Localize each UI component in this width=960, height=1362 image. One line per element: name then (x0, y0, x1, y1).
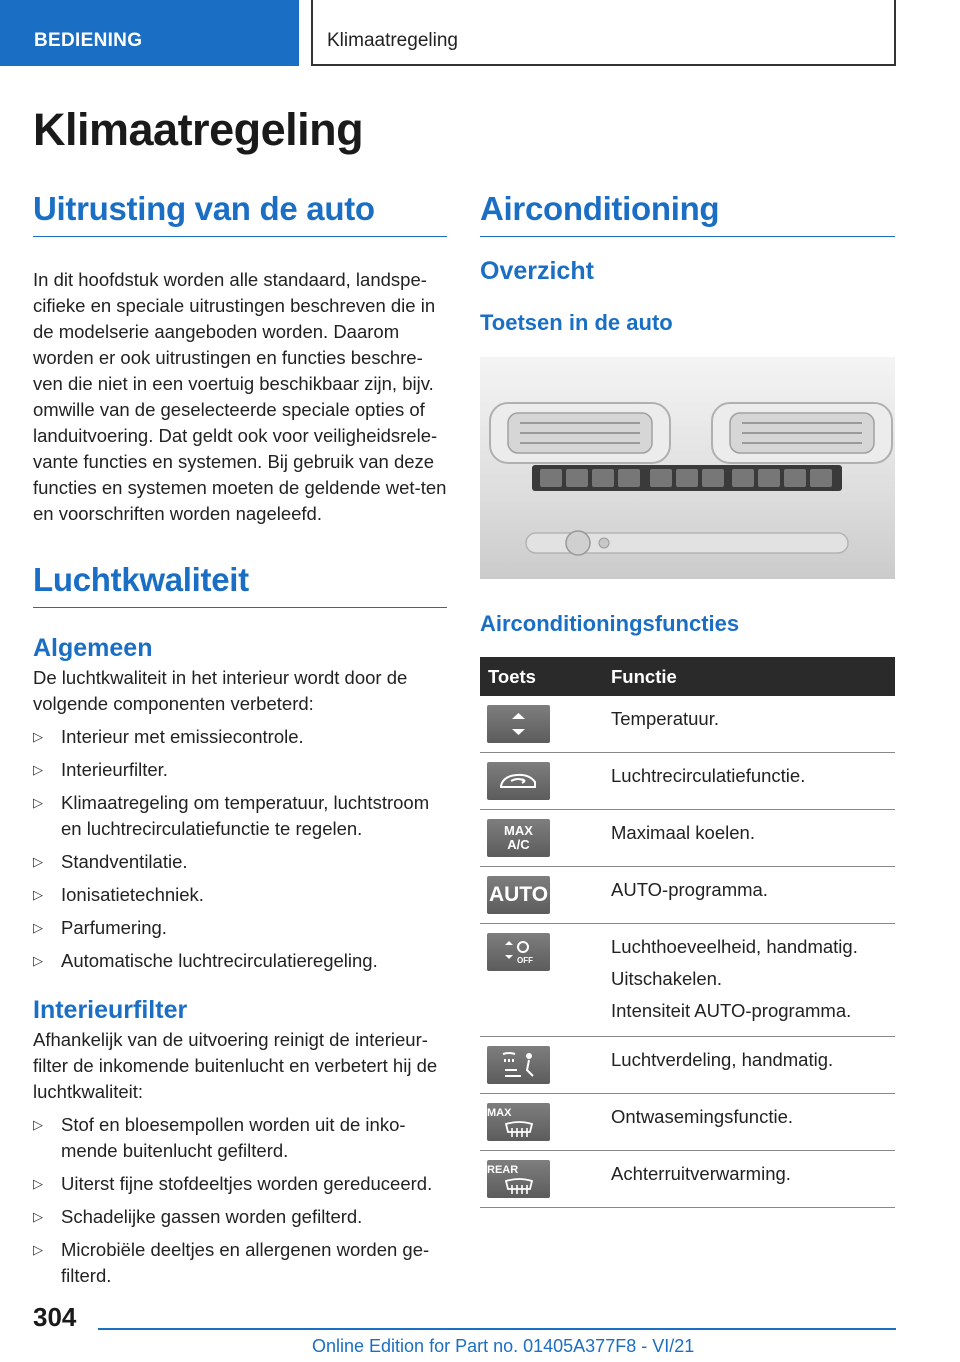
list-item-text: Automatische luchtrecirculatieregeling. (61, 950, 378, 971)
climate-panel-illustration (480, 357, 895, 579)
list-item (33, 724, 447, 750)
key-label: MAX A/C (504, 823, 533, 852)
air-distribution-icon (487, 1046, 550, 1084)
general-heading: Algemeen (33, 634, 153, 662)
table-row (480, 696, 895, 753)
key-cell (480, 1094, 611, 1151)
list-item (33, 1171, 447, 1197)
function-text: Ontwasemingsfunctie. (611, 1106, 794, 1127)
airconditioning-heading: Airconditioning (480, 190, 895, 237)
bullet-triangle-icon: ▷ (33, 1176, 43, 1191)
bullet-triangle-icon: ▷ (33, 795, 43, 810)
function-cell (611, 696, 895, 753)
chapter-tab[interactable]: Klimaatregeling (311, 0, 896, 66)
window-heating-icon (502, 1176, 536, 1202)
svg-text:OFF: OFF (517, 956, 533, 965)
list-item-text: Uiterst fijne stofdeeltjes worden gereduceerd. (61, 1173, 433, 1194)
list-item (33, 757, 447, 783)
window-heating-icon (502, 1119, 536, 1145)
bullet-triangle-icon: ▷ (33, 887, 43, 902)
function-cell (611, 1094, 895, 1151)
bullet-triangle-icon: ▷ (33, 920, 43, 935)
table-row (480, 753, 895, 810)
list-item-text: Stof en bloesempollen worden uit de inko-mende buitenlucht gefilterd. (61, 1114, 406, 1161)
functions-table (480, 657, 895, 1208)
right-column (480, 190, 895, 1208)
list-item-text: Parfumering. (61, 917, 167, 938)
table-row (480, 1151, 895, 1208)
climate-panel-photo (480, 357, 895, 579)
components-list (33, 724, 447, 974)
list-item (33, 948, 447, 974)
function-text: Intensiteit AUTO-programma. (611, 1000, 852, 1021)
function-text: Uitschakelen. (611, 968, 723, 989)
table-row (480, 867, 895, 924)
list-item (33, 915, 447, 941)
function-text: AUTO-programma. (611, 879, 768, 900)
key-cell (480, 867, 611, 924)
table-row (480, 810, 895, 867)
function-cell (611, 867, 895, 924)
footer-rule (98, 1328, 896, 1330)
list-item (33, 1237, 447, 1289)
list-item-text: Standventilatie. (61, 851, 188, 872)
key-label: REAR (487, 1164, 519, 1176)
page-header (0, 0, 960, 66)
key-cell (480, 753, 611, 810)
list-item-text: Ionisatietechniek. (61, 884, 204, 905)
list-item (33, 849, 447, 875)
table-row (480, 1094, 895, 1151)
key-cell (480, 1151, 611, 1208)
list-item (33, 1112, 447, 1164)
function-cell (611, 1151, 895, 1208)
function-text: Luchtrecirculatiefunctie. (611, 765, 806, 786)
list-item-text: Interieurfilter. (61, 759, 168, 780)
filter-text: Afhankelijk van de uitvoering reinigt de interieur-filter de inkomende buitenlucht en verbetert hij de luchtkwaliteit: (33, 1029, 438, 1102)
function-cell (611, 1037, 895, 1094)
bullet-triangle-icon: ▷ (33, 953, 43, 968)
function-cell (611, 810, 895, 867)
key-cell (480, 924, 611, 1037)
function-text: Luchtverdeling, handmatig. (611, 1049, 834, 1070)
fan-off-icon (487, 933, 550, 971)
function-text: Temperatuur. (611, 708, 719, 729)
bullet-triangle-icon: ▷ (33, 854, 43, 869)
page-title: Klimaatregeling (33, 104, 364, 155)
equipment-text: In dit hoofdstuk worden alle standaard, landspe-cifieke en speciale uitrustingen beschreven die in de modelserie aangeboden worden. Daarom worden er ook uitrustingen en functies beschre-ven die niet in een voertuig beschikbaar zijn, bijv. omwille van de geselecteerde speciale opties of landuitvoering. Dat geldt ook voor veiligheidsrele-vante functies en systemen. Bij gebruik van deze functies en systemen moeten de geldende wet-ten en voorschriften worden nageleefd. (33, 269, 447, 524)
general-text: De luchtkwaliteit in het interieur wordt door de volgende componenten verbeterd: (33, 667, 408, 714)
air-recirculation-icon (487, 762, 550, 800)
filter-points-list (33, 1112, 447, 1289)
list-item-text: Schadelijke gassen worden gefilterd. (61, 1206, 363, 1227)
bullet-triangle-icon: ▷ (33, 1242, 43, 1257)
rear-window-heating-icon (487, 1160, 550, 1198)
key-cell (480, 810, 611, 867)
overview-heading: Overzicht (480, 257, 594, 285)
max-defrost-icon (487, 1103, 550, 1141)
table-row (480, 924, 895, 1037)
col-function-header: Functie (611, 657, 895, 696)
key-label: MAX (487, 1107, 512, 1119)
list-item-text: Interieur met emissiecontrole. (61, 726, 304, 747)
list-item-text: Microbiële deeltjes en allergenen worden ge-filterd. (61, 1239, 430, 1286)
list-item-text: Klimaatregeling om temperatuur, luchtstroom en luchtrecirculatiefunctie te regelen. (61, 792, 430, 839)
table-header-row (480, 657, 895, 696)
col-key-header: Toets (480, 657, 611, 696)
list-item (33, 790, 447, 842)
bullet-triangle-icon: ▷ (33, 762, 43, 777)
equipment-heading: Uitrusting van de auto (33, 190, 447, 237)
list-item (33, 882, 447, 908)
list-item (33, 1204, 447, 1230)
function-text: Maximaal koelen. (611, 822, 755, 843)
bullet-triangle-icon: ▷ (33, 729, 43, 744)
left-column (33, 190, 447, 1289)
function-text: Luchthoeveelheid, handmatig. (611, 936, 858, 957)
function-text: Achterruitverwarming. (611, 1163, 791, 1184)
filter-heading: Interieurfilter (33, 996, 188, 1024)
key-cell (480, 1037, 611, 1094)
function-cell (611, 924, 895, 1037)
temperature-arrows-icon (487, 705, 550, 743)
page-number: 304 (33, 1302, 77, 1332)
max-ac-icon (487, 819, 550, 857)
auto-icon (487, 876, 550, 914)
edition-text: Online Edition for Part no. 01405A377F8 - VI/21 (312, 1336, 695, 1356)
functions-heading: Airconditioningsfuncties (480, 611, 740, 636)
bullet-triangle-icon: ▷ (33, 1117, 43, 1132)
table-row (480, 1037, 895, 1094)
function-cell (611, 753, 895, 810)
section-tab[interactable]: BEDIENING (0, 0, 299, 66)
key-cell (480, 696, 611, 753)
bullet-triangle-icon: ▷ (33, 1209, 43, 1224)
buttons-heading: Toetsen in de auto (480, 310, 673, 335)
key-label: AUTO (488, 883, 549, 906)
air-quality-heading: Luchtkwaliteit (33, 561, 447, 608)
